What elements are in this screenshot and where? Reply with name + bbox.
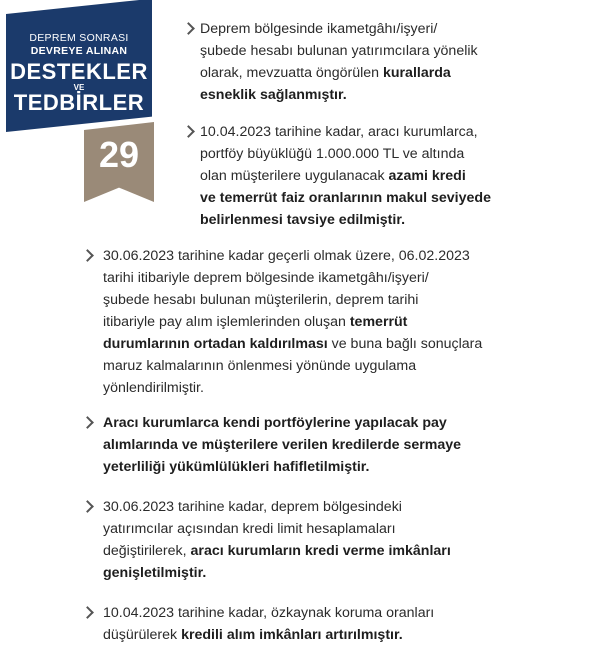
bold-text: temerrüt xyxy=(349,314,408,330)
page-number: 29 xyxy=(98,134,140,175)
text-line xyxy=(103,311,482,333)
text-run: 30.06.2023 tarihine kadar, deprem bölgesindeki xyxy=(103,499,402,515)
text-line xyxy=(103,518,451,540)
text-line xyxy=(103,245,482,267)
list-item xyxy=(103,496,451,584)
bold-text: alımlarında ve müşterilere verilen kredilerde sermaye xyxy=(103,437,462,453)
chevron-right-icon xyxy=(81,249,94,262)
list-item xyxy=(103,245,482,399)
text-line xyxy=(200,40,478,62)
badge-line-5: TEDBİRLER xyxy=(13,90,145,115)
text-line xyxy=(200,121,491,143)
bold-text: ve temerrüt faiz oranlarının makul seviyede xyxy=(200,190,491,206)
text-line xyxy=(103,456,461,478)
text-line xyxy=(103,355,482,377)
badge-line-2: DEVREYE ALINAN xyxy=(30,45,128,57)
list-item xyxy=(200,121,491,231)
text-run: değiştirilerek, xyxy=(103,543,191,559)
text-line xyxy=(103,434,461,456)
text-run: maruz kalmalarının önlenmesi yönünde uygulama xyxy=(103,358,417,374)
list-item xyxy=(103,412,461,478)
text-run: olan müşterilere uygulanacak xyxy=(200,168,389,184)
text-line xyxy=(103,412,461,434)
list-item xyxy=(103,602,434,646)
bold-text: azami kredi xyxy=(388,168,466,184)
text-line xyxy=(103,289,482,311)
text-run: Deprem bölgesinde ikametgâhı/işyeri/ xyxy=(200,21,438,37)
text-line xyxy=(103,624,434,646)
badge-line-1: DEPREM SONRASI xyxy=(29,32,129,44)
text-run: ve buna bağlı sonuçlara xyxy=(327,336,483,352)
text-line xyxy=(103,377,482,399)
section-badge xyxy=(6,14,156,192)
bold-text: kredili alım imkânları artırılmıştır. xyxy=(181,627,403,643)
chevron-right-icon xyxy=(182,125,195,138)
text-line xyxy=(103,267,482,289)
text-line xyxy=(103,602,434,624)
bold-text: esneklik sağlanmıştır. xyxy=(200,87,347,103)
text-line xyxy=(200,18,478,40)
text-run: 10.04.2023 tarihine kadar, özkaynak koruma oranları xyxy=(103,605,435,621)
badge-line-4: VE xyxy=(73,83,85,92)
chevron-right-icon xyxy=(182,22,195,35)
text-run: şubede hesabı bulunan yatırımcılara yönelik xyxy=(200,43,478,59)
text-run: olarak, mevzuatta öngörülen xyxy=(200,65,383,81)
bold-text: aracı kurumların kredi verme imkânları xyxy=(190,543,451,559)
text-run: yatırımcılar açısından kredi limit hesaplamaları xyxy=(103,521,396,537)
text-line xyxy=(200,84,478,106)
text-line xyxy=(103,496,451,518)
badge-line-3: DESTEKLER xyxy=(10,59,148,84)
text-run: itibariyle pay alım işlemlerinden oluşan xyxy=(103,314,350,330)
text-line xyxy=(200,165,491,187)
bold-text: belirlenmesi tavsiye edilmiştir. xyxy=(200,212,406,228)
list-item xyxy=(200,18,478,106)
chevron-right-icon xyxy=(81,500,94,513)
bold-text: genişletilmiştir. xyxy=(103,565,207,581)
chevron-right-icon xyxy=(81,606,94,619)
text-run: 30.06.2023 tarihine kadar geçerli olmak üzere, 06.02.2023 xyxy=(103,248,470,264)
text-line xyxy=(200,187,491,209)
bold-text: Aracı kurumlarca kendi portföylerine yapılacak pay xyxy=(103,415,447,431)
text-line xyxy=(200,62,478,84)
text-run: 10.04.2023 tarihine kadar, aracı kurumlarca, xyxy=(200,124,478,140)
text-run: yönlendirilmiştir. xyxy=(103,380,204,396)
text-line xyxy=(103,562,451,584)
text-line xyxy=(200,209,491,231)
text-run: tarihi itibariyle deprem bölgesinde ikametgâhı/işyeri/ xyxy=(103,270,429,286)
text-line xyxy=(200,143,491,165)
text-line xyxy=(103,333,482,355)
bold-text: kurallarda xyxy=(382,65,451,81)
bold-text: durumlarının ortadan kaldırılması xyxy=(103,336,328,352)
text-line xyxy=(103,540,451,562)
chevron-right-icon xyxy=(81,416,94,429)
text-run: düşürülerek xyxy=(103,627,182,643)
text-run: şubede hesabı bulunan müşterilerin, deprem tarihi xyxy=(103,292,419,308)
text-run: portföy büyüklüğü 1.000.000 TL ve altında xyxy=(200,146,465,162)
bold-text: yeterliliği yükümlülükleri hafifletilmiştir. xyxy=(103,459,370,475)
